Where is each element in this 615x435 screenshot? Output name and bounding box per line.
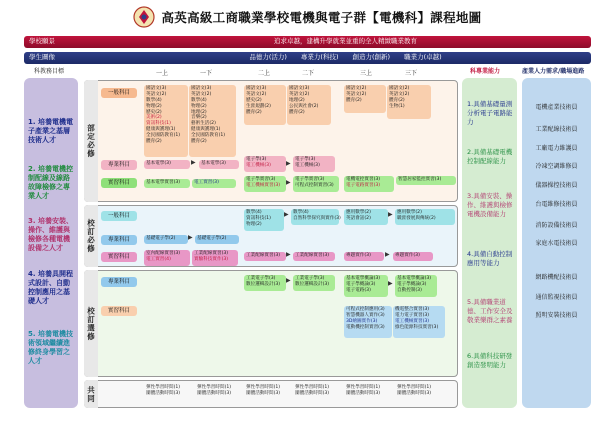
- course-box: 應用數學(2) 英語會話(2): [344, 209, 388, 225]
- arrow-icon: ▶: [188, 234, 193, 241]
- row-tag-school-prof: 專業科目: [101, 235, 137, 245]
- competency-item: 5.具備職業道德、工作安全及敬業樂群之素養: [467, 298, 513, 324]
- competency-header: 科專業能力: [470, 68, 501, 75]
- common-course: 彈性學習時間(1) 團體活動時間(3): [246, 385, 281, 396]
- course-box: 國語文(3) 英語文(2) 數學(4) 物理(2) 地理(2) 音樂(2) 藝術生活(2) 健康與護理(1) 全民國防教育(1) 體育(2): [189, 85, 236, 157]
- arrow-icon: ▶: [284, 211, 289, 218]
- course-box: 專題實作(3): [344, 252, 384, 261]
- goals-header: 科教務目標: [34, 68, 65, 75]
- vision-label: 學校願景: [29, 37, 55, 46]
- job-item: 工業配線技術員: [535, 126, 578, 133]
- common-course: 彈性學習時間(1) 團體活動時間(3): [295, 385, 330, 396]
- row-tag-elective-prac: 實習科目: [101, 306, 137, 316]
- common-course: 彈性學習時間(1) 團體活動時間(3): [346, 385, 381, 396]
- arrow-icon: ▶: [286, 277, 291, 284]
- course-box: 電子學實習(3) 可程式控制實習(3): [293, 176, 339, 192]
- row-tag-school-general: 一般科目: [101, 211, 137, 221]
- grade-header: 三上: [360, 70, 373, 77]
- course-box: 國語文(3) 英語文(2) 數學(4) 物理(2) 歷史(2) 美術(2) 資訊科技(1) 健康與護理(1) 全民國防教育(1) 體育(2): [144, 85, 188, 157]
- course-box: 國語文(3) 英語文(2) 歷史(2) 生涯規劃(2) 體育(2): [244, 85, 286, 125]
- competency-item: 3.具備安裝、操作、維護與檢修電機設備能力: [467, 192, 513, 218]
- course-box: 基本電學概論(3) 電子學概論(3) 電子電路(3): [344, 275, 388, 297]
- row-tag-professional: 專業科目: [101, 160, 137, 170]
- course-box: 工業配線實習(3) 實驗科技實作(3): [192, 250, 238, 266]
- page-header: [0, 4, 615, 30]
- course-box: 基礎電子學(2): [195, 235, 239, 244]
- arrow-icon: ▶: [388, 211, 393, 218]
- job-item: 電機產業技術員: [535, 104, 578, 111]
- competency-item: 4.具備自動控制應用等能力: [467, 250, 513, 267]
- course-box: 國語文(2) 英語文(2) 體育(2) 生物(1): [387, 85, 431, 119]
- course-box: 工業配線實習(3): [244, 252, 286, 261]
- course-box: 電子學(3) 電工機械(3): [244, 156, 286, 172]
- course-box: 基本電學(3): [144, 160, 190, 169]
- row-tag-school-prac: 實習科目: [101, 252, 137, 262]
- grade-header: 三下: [405, 70, 418, 77]
- student-image-item: 品德力(活力): [249, 53, 287, 62]
- course-box: 應用數學(2) 職涯發展與傳統(2): [395, 209, 455, 225]
- course-box: 電子學(3) 電工機械(3): [293, 156, 335, 172]
- course-box: 電機電控實習(3) 電子電路實習(3): [344, 176, 394, 192]
- arrow-icon: ▶: [191, 159, 196, 166]
- student-image-item: 創造力(創新): [352, 53, 391, 62]
- job-item: 網路機配技術員: [535, 274, 578, 281]
- course-box: 室內配線實習(3) 電工實習(4): [144, 250, 190, 266]
- course-box: 機電整合實習(3) 電力電子實習(3) 電工機械實習(3) 綠色能源科技實習(3): [393, 306, 445, 338]
- common-course: 彈性學習時間(1) 團體活動時間(3): [197, 385, 232, 396]
- section-label: 共同: [84, 380, 98, 408]
- course-box: 數學(4) 自然科學探究與實作(3): [291, 209, 339, 225]
- goal-item: 5. 培養電機技術領域繼續進修終身學習之人才: [28, 330, 73, 366]
- goal-item: 3. 培養安裝、操作、維護與檢修各種電機設備之人才: [28, 217, 73, 253]
- school-emblem-icon: [133, 6, 155, 28]
- grade-header: 二下: [302, 70, 315, 77]
- goal-item: 1. 培養電機電子產業之基層技術人才: [28, 118, 73, 145]
- arrow-icon: ▶: [286, 179, 291, 186]
- page-title: 高英高級工商職業學校電機與電子群【電機科】課程地圖: [161, 9, 482, 25]
- grade-header: 二上: [258, 70, 271, 77]
- common-course: 彈性學習時間(1) 團體活動時間(3): [146, 385, 181, 396]
- grade-header: 一上: [156, 70, 169, 77]
- course-box: 電子學實習(3) 電工機械實習(3): [244, 176, 286, 192]
- row-tag-practical: 實習科目: [101, 178, 137, 188]
- arrow-icon: ▶: [388, 280, 393, 287]
- competency-item: 1.具備基礎量測分析電子電路能力: [467, 100, 513, 126]
- arrow-icon: ▶: [385, 251, 390, 258]
- course-box: 專題實作(3): [393, 252, 433, 261]
- common-course: 彈性學習時間(1) 團體活動時間(3): [397, 385, 432, 396]
- course-box: 國語文(3) 英語文(2) 地理(2) 公民與社會(2) 體育(2): [287, 85, 331, 125]
- job-item: 台電維修技術員: [535, 201, 578, 208]
- student-image-items: [100, 54, 591, 62]
- job-item: 冷凍空調維修員: [535, 163, 578, 170]
- course-box: 國語文(2) 英語文(2) 體育(2): [344, 85, 386, 113]
- row-tag-general: 一般科目: [101, 88, 137, 98]
- arrow-icon: ▶: [286, 160, 291, 167]
- course-box: 智慧居家監控實習(3): [396, 176, 456, 185]
- student-image-item: 專業力(科技): [300, 53, 339, 62]
- section-label: 部定必修: [84, 80, 98, 202]
- job-item: 工廠電力維護員: [535, 145, 578, 152]
- course-box: 可程式控制應用(3) 智慧機器人實作(3) 3D繪圖實作(3) 電動機控制實習(3): [344, 306, 392, 338]
- student-image-bar: [24, 52, 591, 64]
- course-box: 工業電子學(3) 數位邏輯設計(3): [293, 275, 335, 291]
- job-item: 儀器操控技術員: [535, 182, 578, 189]
- goal-item: 2. 培養電機控制配線及線路故障檢修之專業人才: [28, 165, 73, 201]
- competency-item: 2.具備基礎電機控制配線能力: [467, 148, 513, 165]
- course-box: 電工實習(3): [192, 179, 236, 188]
- section-label: 校訂選修: [84, 270, 98, 377]
- arrow-icon: ▶: [286, 251, 291, 258]
- grade-header: 一下: [200, 70, 213, 77]
- course-box: 基礎電子學(2): [144, 235, 188, 244]
- course-box: 工業電子學(3) 數位邏輯設計(3): [244, 275, 286, 291]
- vision-bar: [24, 36, 591, 48]
- job-item: 照明安裝技術員: [535, 312, 578, 319]
- goal-item: 4. 培養具開程式設計、自動控制應用之基礎人才: [28, 270, 73, 306]
- student-image-item: 職業力(卓越): [404, 53, 442, 62]
- job-item: 消防設備技術員: [535, 222, 578, 229]
- course-box: 工業配線實習(3): [293, 252, 335, 261]
- section-label: 校訂必修: [84, 205, 98, 267]
- course-box: 基本電學概論(3) 電子學概論(3) 自動控制(3): [395, 275, 437, 297]
- student-image-label: 學生圖像: [29, 53, 55, 62]
- job-item: 通信監視技術員: [535, 294, 578, 301]
- job-item: 家庭水電技術員: [535, 240, 578, 247]
- jobs-header: 產業人力需求/職場進路: [522, 68, 585, 75]
- course-box: 基本電學實習(3): [144, 179, 190, 188]
- vision-text: 追求卓越，建構升學就業並重的全人精緻職業教育: [274, 37, 417, 46]
- competency-item: 6.具備科技研發創造發明能力: [467, 352, 513, 369]
- course-box: 數學(4) 資訊科技(1) 物理(2): [244, 209, 284, 231]
- row-tag-elective-prof: 專業科目: [101, 277, 137, 287]
- course-box: 基本電學(3): [199, 160, 239, 169]
